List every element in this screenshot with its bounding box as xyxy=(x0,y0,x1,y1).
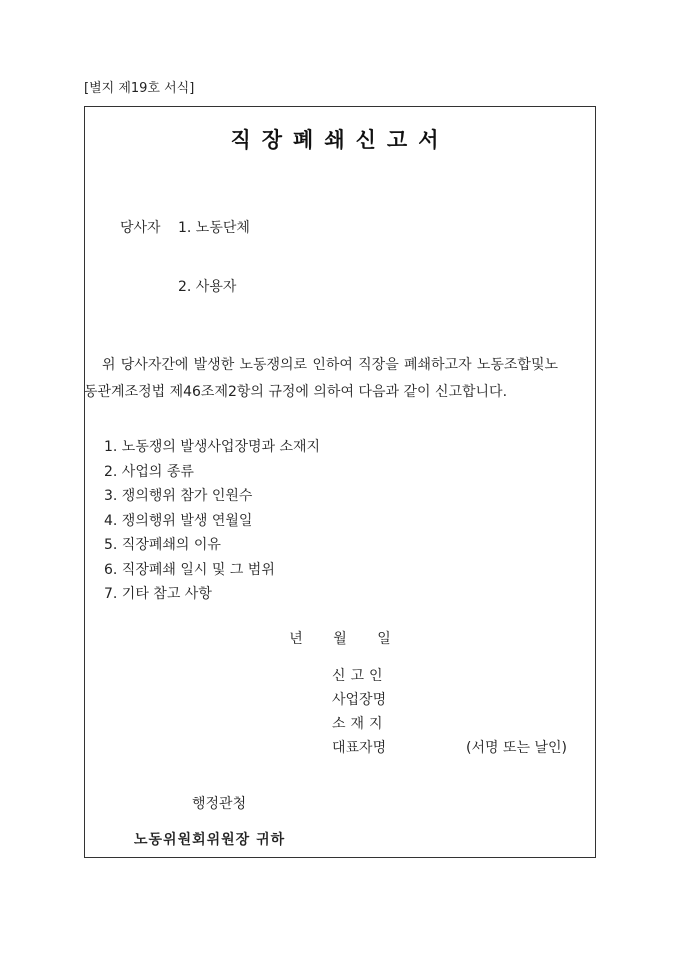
list-item: 3. 쟁의행위 참가 인원수 xyxy=(104,488,253,504)
representative-label: 대표자명 xyxy=(332,740,387,756)
addressee: 노동위원회위원장 귀하 xyxy=(134,832,286,848)
list-item: 5. 직장폐쇄의 이유 xyxy=(104,537,221,553)
date-line: 년 월 일 xyxy=(289,631,391,647)
list-item: 6. 직장폐쇄 일시 및 그 범위 xyxy=(104,561,275,578)
declaration-paragraph: 위 당사자간에 발생한 노동쟁의로 인하여 직장을 폐쇄하고자 노동조합및노동관계조정법 제46조제2항의 규정에 의하여 다음과 같이 신고합니다. xyxy=(84,357,558,400)
form-number-label: [별지 제19호 서식] xyxy=(84,81,195,96)
parties-label: 당사자 xyxy=(120,220,161,236)
list-item: 4. 쟁의행위 발생 연월일 xyxy=(104,512,253,529)
workplace-name-label: 사업장명 xyxy=(332,692,387,708)
document-title: 직장폐쇄신고서 xyxy=(230,128,450,152)
administrative-agency: 행정관청 xyxy=(192,796,247,812)
report-items-list xyxy=(104,440,320,612)
location-label: 소재지 xyxy=(332,716,388,732)
list-item: 2. 사업의 종류 xyxy=(104,463,194,480)
party-labor-union: 1. 노동단체 xyxy=(178,220,250,236)
signature-note: (서명 또는 날인) xyxy=(466,740,567,756)
reporter-label: 신고인 xyxy=(332,668,388,684)
list-item: 1. 노동쟁의 발생사업장명과 소재지 xyxy=(104,439,321,455)
party-employer: 2. 사용자 xyxy=(178,279,237,295)
list-item: 7. 기타 참고 사항 xyxy=(104,586,212,602)
